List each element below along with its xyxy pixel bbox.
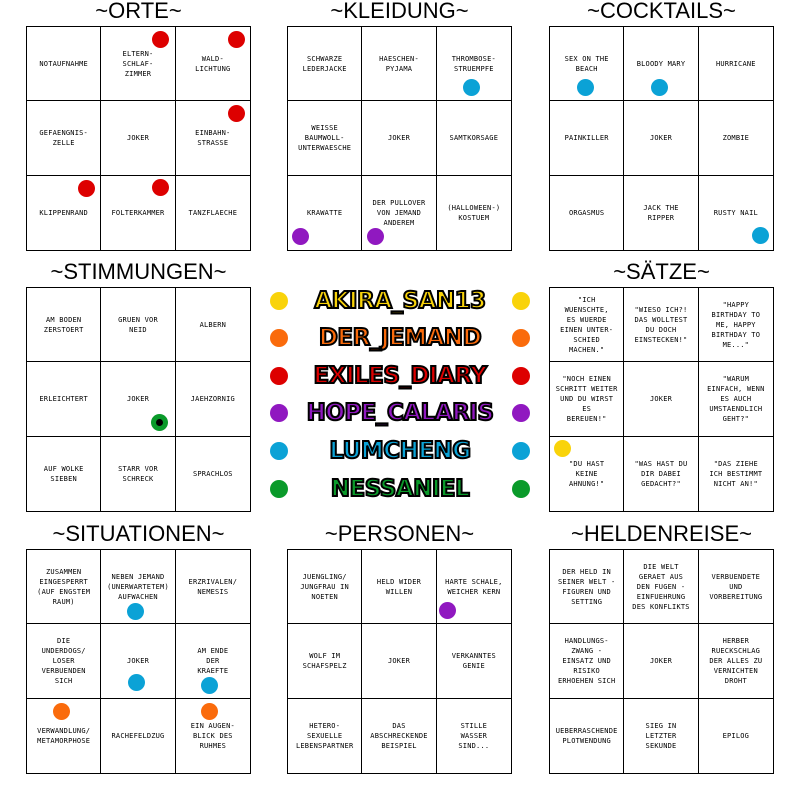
cell-label: HERBER RUECKSCHLAG DER ALLES ZU VERNICHTEN DROHT: [709, 636, 763, 685]
bingo-cell[interactable]: [288, 550, 362, 624]
bingo-cell[interactable]: [27, 176, 101, 250]
player-name: EXILES_DIARY: [313, 363, 487, 389]
cell-label: JUENGLING/ JUNGFRAU IN NOETEN: [300, 572, 349, 601]
cell-label: DER PULLOVER VON JEMAND ANDEREM: [372, 198, 426, 227]
bingo-cell[interactable]: [437, 550, 511, 624]
bingo-cell[interactable]: [27, 550, 101, 624]
cell-label: EIN AUGEN- BLICK DES RUHMES: [190, 721, 235, 750]
bingo-cell[interactable]: [624, 176, 698, 250]
bingo-cell[interactable]: [101, 176, 175, 250]
cell-label: HAESCHEN- PYJAMA: [379, 54, 419, 73]
board-title: ~KLEIDUNG~: [330, 0, 469, 23]
bingo-cell[interactable]: [176, 362, 250, 436]
cell-label: NEBEN JEMAND (UNERWARTETEM) AUFWACHEN: [107, 572, 169, 601]
player-dot-left: [270, 367, 288, 385]
cell-label: JOKER: [387, 133, 411, 142]
cell-label: JOKER: [126, 656, 150, 665]
cell-label: "WAS HAST DU DIR DABEI GEDACHT?": [634, 459, 688, 488]
cell-label: VERWANDLUNG/ METAMORPHOSE: [37, 726, 91, 745]
player-row: [270, 323, 530, 353]
bingo-cell[interactable]: [437, 27, 511, 101]
cell-label: "ICH WUENSCHTE, ES WUERDE EINEN UNTER- SCHIED MACHEN.": [560, 295, 614, 354]
bingo-cell[interactable]: [550, 362, 624, 436]
bingo-cell[interactable]: [550, 288, 624, 362]
bingo-cell[interactable]: [699, 362, 773, 436]
cell-label: FOLTERKAMMER: [111, 208, 165, 217]
marker-dot: [151, 414, 168, 431]
board-title: ~HELDENREISE~: [571, 521, 752, 546]
bingo-cell[interactable]: [624, 27, 698, 101]
cell-label: JOKER: [649, 394, 673, 403]
bingo-cell[interactable]: [699, 101, 773, 175]
bingo-grid: [26, 549, 251, 774]
player-row: [270, 286, 530, 316]
cell-label: JOKER: [126, 133, 150, 142]
bingo-cell[interactable]: [176, 101, 250, 175]
bingo-cell[interactable]: [699, 288, 773, 362]
player-dot-left: [270, 442, 288, 460]
bingo-cell[interactable]: [101, 699, 175, 773]
bingo-cell[interactable]: [437, 699, 511, 773]
cell-label: DIE WELT GERAET AUS DEN FUGEN - EINFUEHRUNG DES KONFLIKTS: [632, 562, 690, 611]
player-name: NESSANIEL: [330, 476, 470, 502]
board-title: ~SITUATIONEN~: [52, 521, 225, 546]
cell-label: GRUEN VOR NEID: [118, 315, 158, 334]
bingo-grid: [549, 26, 774, 251]
cell-label: HURRICANE: [715, 59, 756, 68]
board-title: ~PERSONEN~: [324, 521, 475, 546]
marker-dot: [78, 180, 95, 197]
cell-label: UEBERRASCHENDE PLOTWENDUNG: [555, 726, 618, 745]
bingo-cell[interactable]: [362, 550, 436, 624]
player-dot-right: [512, 404, 530, 422]
cell-label: TANZFLAECHE: [188, 208, 238, 217]
bingo-cell[interactable]: [624, 624, 698, 698]
bingo-cell[interactable]: [362, 624, 436, 698]
bingo-cell[interactable]: [550, 437, 624, 511]
cell-label: GEFAENGNIS- ZELLE: [39, 128, 88, 147]
bingo-cell[interactable]: [437, 101, 511, 175]
marker-dot: [228, 31, 245, 48]
bingo-cell[interactable]: [362, 27, 436, 101]
cell-label: ERZRIVALEN/ NEMESIS: [188, 577, 238, 596]
marker-dot: [752, 227, 769, 244]
bingo-cell[interactable]: [362, 101, 436, 175]
cell-label: JAEHZORNIG: [190, 394, 235, 403]
cell-label: JOKER: [126, 394, 150, 403]
cell-label: DAS ABSCHRECKENDE BEISPIEL: [370, 721, 428, 750]
cell-label: THROMBOSE- STRUEMPFE: [451, 54, 496, 73]
cell-label: ALBERN: [199, 320, 227, 329]
bingo-cell[interactable]: [176, 288, 250, 362]
player-name: LUMCHENG: [329, 438, 471, 464]
marker-dot: [53, 703, 70, 720]
player-name: HOPE_CALARIS: [306, 400, 494, 426]
marker-dot: [554, 440, 571, 457]
player-row: [270, 474, 530, 504]
player-dot-right: [512, 367, 530, 385]
cell-label: "NOCH EINEN SCHRITT WEITER UND DU WIRST ES BEREUEN!": [555, 374, 618, 423]
cell-label: "WARUM EINFACH, WENN ES AUCH UMSTAENDLICH GEHT?": [707, 374, 765, 423]
bingo-cell[interactable]: [550, 699, 624, 773]
cell-label: HARTE SCHALE, WEICHER KERN: [445, 577, 503, 596]
cell-label: JOKER: [649, 656, 673, 665]
marker-dot: [439, 602, 456, 619]
cell-label: VERBUENDETE UND VORBEREITUNG: [709, 572, 763, 601]
cell-label: SCHWARZE LEDERJACKE: [302, 54, 347, 73]
board-title: ~STIMMUNGEN~: [50, 259, 227, 284]
player-row: [270, 361, 530, 391]
cell-label: DER HELD IN SEINER WELT - FIGUREN UND SETTING: [557, 567, 616, 606]
bingo-cell[interactable]: [550, 624, 624, 698]
cell-label: (HALLOWEEN-) KOSTUEM: [447, 203, 501, 222]
bingo-cell[interactable]: [176, 624, 250, 698]
cell-label: SIEG IN LETZTER SEKUNDE: [645, 721, 677, 750]
bingo-grid: [287, 549, 512, 774]
bingo-cell[interactable]: [176, 550, 250, 624]
cell-label: EPILOG: [722, 731, 750, 740]
cell-label: BLOODY MARY: [636, 59, 686, 68]
player-dot-left: [270, 329, 288, 347]
bingo-cell[interactable]: [437, 624, 511, 698]
bingo-cell[interactable]: [176, 176, 250, 250]
bingo-grid: [549, 549, 774, 774]
board-title: ~SÄTZE~: [613, 259, 710, 284]
cell-label: HANDLUNGS- ZWANG - EINSATZ UND RISIKO ERHOEHEN SICH: [557, 636, 616, 685]
board-title: ~ORTE~: [95, 0, 182, 23]
bingo-grid: [26, 26, 251, 251]
cell-label: RUSTY NAIL: [713, 208, 758, 217]
bingo-cell[interactable]: [437, 176, 511, 250]
bingo-cell[interactable]: [624, 362, 698, 436]
bingo-cell[interactable]: [362, 699, 436, 773]
cell-label: AM BODEN ZERSTOERT: [43, 315, 84, 334]
bingo-cell[interactable]: [288, 624, 362, 698]
bingo-cell[interactable]: [288, 101, 362, 175]
marker-dot: [228, 105, 245, 122]
bingo-cell[interactable]: [550, 550, 624, 624]
cell-label: SPRACHLOS: [192, 469, 233, 478]
cell-label: ERLEICHTERT: [39, 394, 88, 403]
player-dot-left: [270, 292, 288, 310]
bingo-cell[interactable]: [288, 27, 362, 101]
marker-dot: [463, 79, 480, 96]
board-title: ~COCKTAILS~: [587, 0, 736, 23]
bingo-cell[interactable]: [699, 550, 773, 624]
marker-dot: [577, 79, 594, 96]
cell-label: "DU HAST KEINE AHNUNG!": [569, 459, 605, 488]
cell-label: "WIESO ICH?! DAS WOLLTEST DU DOCH EINSTECKEN!": [634, 305, 688, 344]
cell-label: ZUSAMMEN EINGESPERRT (AUF ENGSTEM RAUM): [37, 567, 91, 606]
player-dot-right: [512, 442, 530, 460]
bingo-cell[interactable]: [101, 550, 175, 624]
bingo-cell[interactable]: [27, 699, 101, 773]
bingo-cell[interactable]: [176, 437, 250, 511]
bingo-cell[interactable]: [27, 362, 101, 436]
cell-label: WALD- LICHTUNG: [195, 54, 231, 73]
player-dot-right: [512, 292, 530, 310]
bingo-cell[interactable]: [101, 624, 175, 698]
bingo-cell[interactable]: [288, 699, 362, 773]
cell-label: ORGASMUS: [569, 208, 605, 217]
marker-dot: [128, 674, 145, 691]
bingo-grid: [549, 287, 774, 512]
player-dot-right: [512, 329, 530, 347]
bingo-cell[interactable]: [699, 27, 773, 101]
marker-dot: [201, 703, 218, 720]
cell-label: EINBAHN- STRASSE: [195, 128, 231, 147]
bingo-cell[interactable]: [624, 437, 698, 511]
cell-label: KLIPPENRAND: [39, 208, 88, 217]
marker-dot: [201, 677, 218, 694]
bingo-cell[interactable]: [27, 101, 101, 175]
cell-label: "HAPPY BIRTHDAY TO ME, HAPPY BIRTHDAY TO ME...": [711, 300, 761, 349]
bingo-cell[interactable]: [362, 176, 436, 250]
marker-center: [156, 419, 163, 426]
bingo-cell[interactable]: [624, 288, 698, 362]
bingo-cell[interactable]: [550, 27, 624, 101]
player-dot-left: [270, 404, 288, 422]
bingo-cell[interactable]: [101, 437, 175, 511]
bingo-cell[interactable]: [624, 550, 698, 624]
bingo-cell[interactable]: [176, 699, 250, 773]
marker-dot: [292, 228, 309, 245]
player-name: AKIRA_SAN13: [314, 288, 486, 314]
cell-label: JACK THE RIPPER: [643, 203, 679, 222]
bingo-cell[interactable]: [699, 437, 773, 511]
bingo-cell[interactable]: [101, 101, 175, 175]
bingo-cell[interactable]: [624, 101, 698, 175]
cell-label: AM ENDE DER KRAEFTE: [197, 646, 229, 675]
cell-label: ZOMBIE: [722, 133, 750, 142]
cell-label: WOLF IM SCHAFSPELZ: [302, 651, 347, 670]
bingo-cell[interactable]: [27, 27, 101, 101]
player-row: [270, 436, 530, 466]
marker-dot: [152, 179, 169, 196]
bingo-cell[interactable]: [101, 362, 175, 436]
cell-label: PAINKILLER: [564, 133, 609, 142]
cell-label: HELD WIDER WILLEN: [376, 577, 422, 596]
bingo-grid: [287, 26, 512, 251]
bingo-cell[interactable]: [176, 27, 250, 101]
bingo-cell[interactable]: [624, 699, 698, 773]
bingo-cell[interactable]: [699, 624, 773, 698]
cell-label: VERKANNTES GENIE: [451, 651, 496, 670]
marker-dot: [367, 228, 384, 245]
bingo-cell[interactable]: [699, 699, 773, 773]
bingo-cell[interactable]: [550, 101, 624, 175]
bingo-cell[interactable]: [288, 176, 362, 250]
bingo-cell[interactable]: [699, 176, 773, 250]
cell-label: SAMTKORSAGE: [449, 133, 499, 142]
cell-label: WEISSE BAUMWOLL- UNTERWAESCHE: [298, 123, 352, 152]
cell-label: RACHEFELDZUG: [111, 731, 165, 740]
bingo-cell[interactable]: [550, 176, 624, 250]
cell-label: ELTERN- SCHLAF- ZIMMER: [122, 49, 154, 78]
player-row: [270, 398, 530, 428]
marker-dot: [651, 79, 668, 96]
bingo-cell[interactable]: [27, 624, 101, 698]
cell-label: KRAWATTE: [307, 208, 343, 217]
cell-label: DIE UNDERDOGS/ LOSER VERBUENDEN SICH: [41, 636, 86, 685]
cell-label: JOKER: [649, 133, 673, 142]
bingo-cell[interactable]: [101, 288, 175, 362]
cell-label: "DAS ZIEHE ICH BESTIMMT NICHT AN!": [709, 459, 763, 488]
bingo-grid: [26, 287, 251, 512]
player-dot-left: [270, 480, 288, 498]
cell-label: HETERO- SEXUELLE LEBENSPARTNER: [295, 721, 354, 750]
bingo-cell[interactable]: [27, 288, 101, 362]
cell-label: STARR VOR SCHRECK: [118, 464, 158, 483]
marker-dot: [127, 603, 144, 620]
bingo-cell[interactable]: [101, 27, 175, 101]
cell-label: NOTAUFNAHME: [39, 59, 88, 68]
cell-label: SEX ON THE BEACH: [564, 54, 609, 73]
cell-label: JOKER: [387, 656, 411, 665]
bingo-cell[interactable]: [27, 437, 101, 511]
cell-label: AUF WOLKE SIEBEN: [43, 464, 84, 483]
player-dot-right: [512, 480, 530, 498]
player-name: DER_JEMAND: [318, 325, 482, 351]
cell-label: STILLE WASSER SIND...: [458, 721, 490, 750]
marker-dot: [152, 31, 169, 48]
